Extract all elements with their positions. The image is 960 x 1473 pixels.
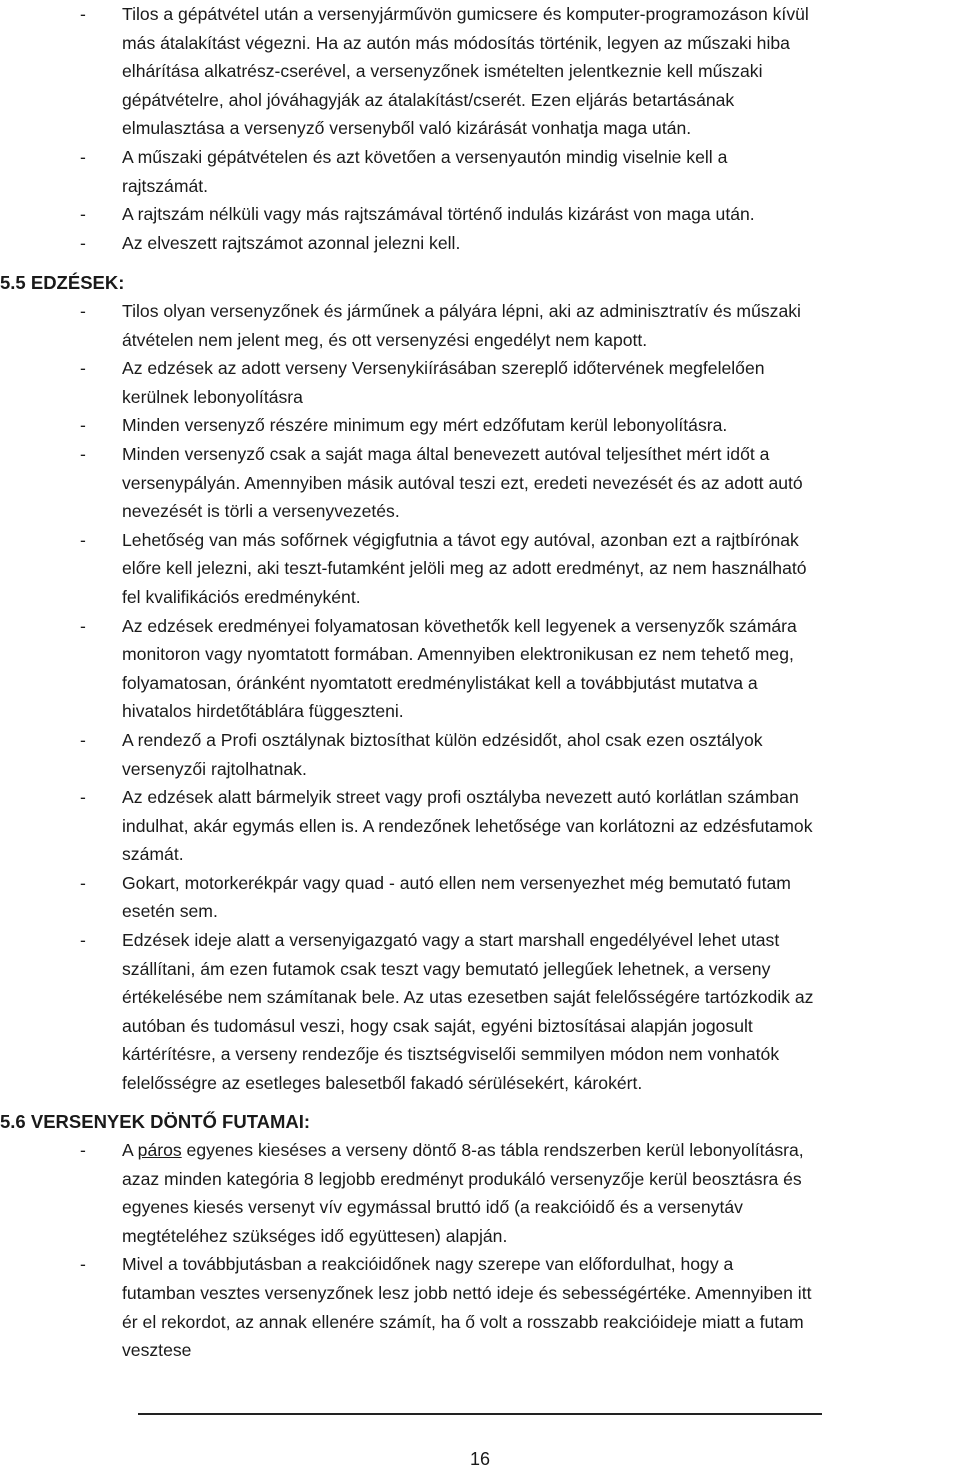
list-item (0, 143, 960, 200)
list-item (0, 354, 960, 411)
text-line: Az edzések eredményei folyamatosan követhetők kell legyenek a versenyzők számára (122, 615, 797, 636)
bullet-dash: - (80, 729, 86, 750)
text-line: számát. (122, 844, 184, 865)
footer-rule (138, 1413, 822, 1415)
text-line: rajtszámát. (122, 175, 209, 196)
text-line: Gokart, motorkerékpár vagy quad - autó ellen nem versenyezhet még bemutató futam (122, 872, 791, 893)
text-line: elhárítása alkatrész-cserével, a versenyzőnek ismételten jelentkeznie kell műszaki (122, 61, 763, 82)
bullet-dash: - (80, 615, 86, 636)
bullet-dash: - (80, 204, 86, 225)
list-item (0, 926, 960, 1098)
text-line: ér el rekordot, az annak ellenére számít, ha ő volt a rosszabb reakcióideje miatt a futam (122, 1311, 804, 1332)
text-line: Edzések ideje alatt a versenyigazgató vagy a start marshall engedélyével lehet utast (122, 930, 780, 951)
bullet-dash: - (80, 358, 86, 379)
text-line (122, 1136, 946, 1165)
text-line: hivatalos hirdetőtáblára függeszteni. (122, 701, 404, 722)
text-line: gépátvételre, ahol jóváhagyják az átalakítást/cserét. Ezen eljárás betartásának (122, 89, 735, 110)
list-item (0, 726, 960, 783)
bullet-dash: - (80, 301, 86, 321)
text-line: elmulasztása a versenyző versenyből való kizárását vonhatja maga után. (122, 118, 692, 139)
text-line: Az edzések az adott verseny Versenykiírásában szereplő időtervének megfelelően (122, 358, 765, 379)
text-line: felelősségre az esetleges balesetből fakadó sérülésekért, károkért. (122, 1073, 643, 1094)
text-fragment: egyenes kieséses a verseny döntő 8-as tábla rendszerben kerül lebonyolításra, (181, 1140, 804, 1160)
bullet-dash: - (80, 930, 86, 951)
text-line: A műszaki gépátvételen és azt követően a versenyautón mindig viselnie kell a (122, 146, 728, 167)
bullet-dash: - (80, 232, 86, 253)
text-line: előre kell jelezni, aki teszt-futamként jelöli meg az adott eredményt, az nem használható (122, 558, 807, 579)
text-line: átvételen nem jelent meg, és ott versenyzési engedélyt nem kapott. (122, 329, 648, 350)
text-line: azaz minden kategória 8 legjobb eredményt produkáló versenyzője kerül beosztásra és (122, 1168, 802, 1189)
text-line: szállítani, ám ezen futamok csak teszt vagy bemutató jellegűek lehetnek, a verseny (122, 958, 771, 979)
text-line: értékelésébe nem számítanak bele. Az utas ezesetben saját felelősségére tartózkodik az (122, 987, 814, 1008)
bullet-dash: - (80, 146, 86, 167)
text-line: futamban vesztes versenyzőnek lesz jobb nettó ideje és sebességértéke. Amennyiben itt (122, 1282, 812, 1303)
text-line: kártérítésre, a verseny rendezője és tisztségviselői semmilyen módon nem vonhatók (122, 1044, 780, 1065)
text-fragment: A (122, 1140, 138, 1160)
bullet-dash: - (80, 787, 86, 808)
list-item (0, 440, 960, 526)
list-item (0, 612, 960, 726)
text-line: indulhat, akár egymás ellen is. A rendezőnek lehetősége van korlátozni az edzésfutamok (122, 815, 813, 836)
bullet-dash: - (80, 1254, 86, 1275)
bullet-dash: - (80, 1140, 86, 1160)
text-line: folyamatosan, óránként nyomtatott eredménylistákat kell a továbbjutást mutatva a (122, 672, 758, 693)
bullet-dash: - (80, 443, 86, 464)
list-item (0, 200, 960, 229)
text-line: A rendező a Profi osztálynak biztosíthat külön edzésidőt, ahol csak ezen osztályok (122, 729, 763, 750)
text-line: A rajtszám nélküli vagy más rajtszámával történő indulás kizárást von maga után. (122, 204, 755, 225)
section-5-6-heading: 5.6 VERSENYEK DÖNTŐ FUTAMAI: (0, 1111, 311, 1132)
text-line: fel kvalifikációs eredményként. (122, 586, 361, 607)
text-line: Az edzések alatt bármelyik street vagy profi osztályba nevezett autó korlátlan számban (122, 787, 799, 808)
text-line: vesztese (122, 1340, 192, 1361)
list-item (0, 1250, 960, 1364)
text-line: Tilos a gépátvétel után a versenyjárművön gumicsere és komputer-programozáson kívül (122, 4, 809, 24)
text-line: monitoron vagy nyomtatott formában. Amennyiben elektronikusan ez nem tehető meg, (122, 644, 794, 665)
text-line: versenypályán. Amennyiben másik autóval teszi ezt, eredeti nevezését és az adott autó (122, 472, 803, 493)
text-line: autóban és tudomásul veszi, hogy csak saját, egyéni biztosításai alapján jogosult (122, 1015, 753, 1036)
text-line: esetén sem. (122, 901, 218, 922)
bullet-dash: - (80, 872, 86, 893)
text-line: Mivel a továbbjutásban a reakcióidőnek nagy szerepe van előfordulhat, hogy a (122, 1254, 734, 1275)
list-item (0, 229, 960, 258)
list-item (0, 1136, 960, 1250)
bullet-dash: - (80, 529, 86, 550)
list-item (0, 869, 960, 926)
list-item (0, 297, 960, 354)
text-line: nevezését is törli a versenyvezetés. (122, 501, 400, 522)
text-line: Lehetőség van más sofőrnek végigfutnia a távot egy autóval, azonban ezt a rajtbírónak (122, 529, 799, 550)
list-item (0, 411, 960, 440)
list-item (0, 783, 960, 869)
list-item (0, 0, 960, 143)
list-item (0, 526, 960, 612)
bullet-dash: - (80, 4, 86, 24)
text-line: Az elveszett rajtszámot azonnal jelezni kell. (122, 232, 461, 253)
text-line: megtételéhez szükséges idő együttesen) alapján. (122, 1225, 508, 1246)
section-5-5-list (0, 297, 960, 1098)
text-line: egyenes kiesés versenyt vív egymással bruttó idő (a reakcióidő és a versenytáv (122, 1197, 743, 1218)
text-line: más átalakítást végezni. Ha az autón más módosítás történik, legyen az műszaki hiba (122, 32, 790, 53)
text-line: versenyzői rajtolhatnak. (122, 758, 307, 779)
bullet-dash: - (80, 415, 86, 436)
underlined-word: páros (137, 1140, 182, 1160)
text-line: kerülnek lebonyolításra (122, 386, 303, 407)
text-line: Minden versenyző részére minimum egy mért edzőfutam kerül lebonyolításra. (122, 415, 728, 436)
page-number: 16 (469, 1449, 491, 1469)
text-line: Tilos olyan versenyzőnek és járműnek a pályára lépni, aki az adminisztratív és műszaki (122, 301, 801, 321)
section-5-5-heading: 5.5 EDZÉSEK: (0, 272, 125, 293)
text-line: Minden versenyző csak a saját maga által benevezett autóval teljesíthet mért időt a (122, 443, 770, 464)
top-bullet-list (0, 0, 960, 257)
section-5-6-list (0, 1136, 960, 1365)
